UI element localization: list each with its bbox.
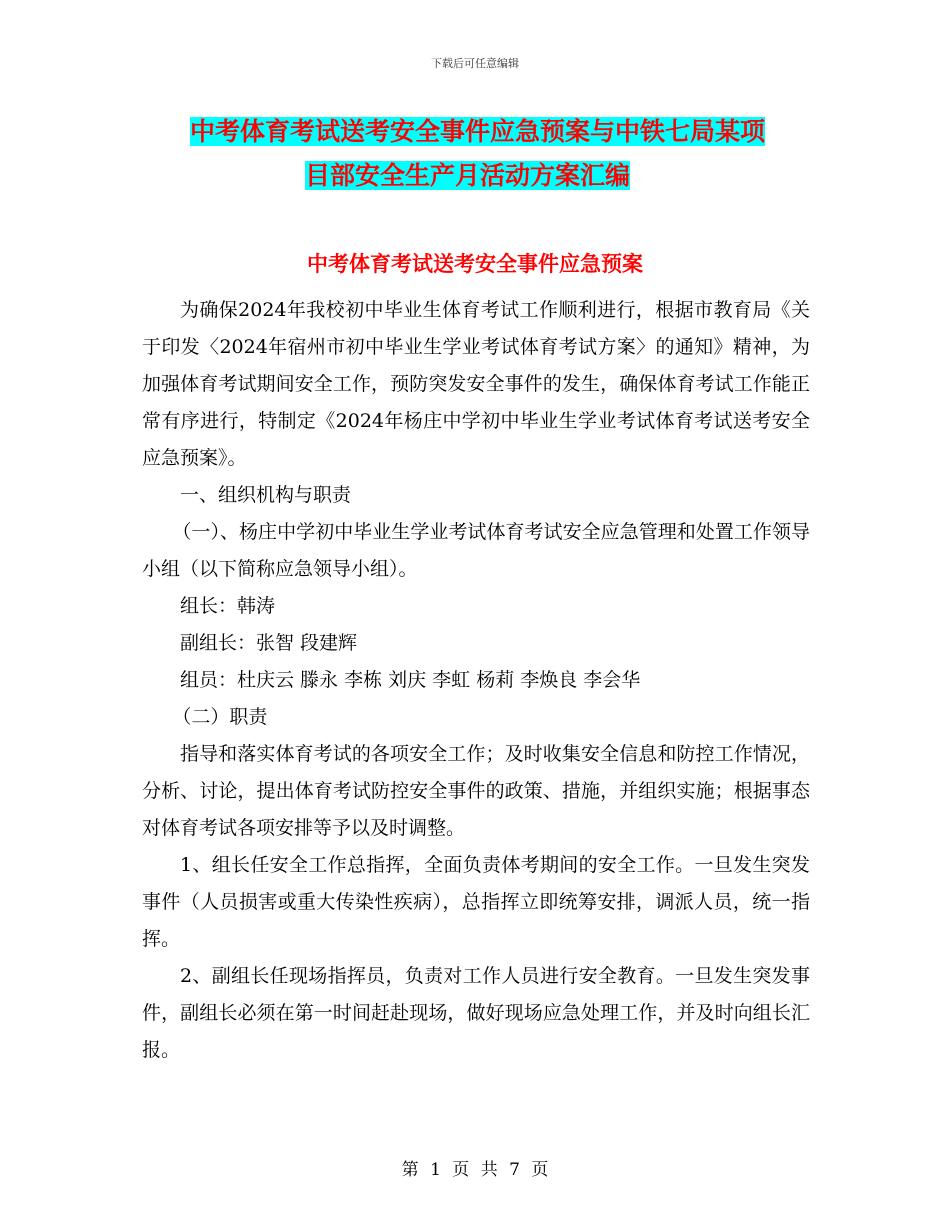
heading-org-structure: 一、组织机构与职责 [180, 484, 352, 506]
heading-duties: （二）职责 [172, 706, 268, 728]
paragraph: 指导和落实体育考试的各项安全工作；及时收集安全信息和防控工作情况，分析、讨论，提出体育考试防控安全事件的政策、措施，并组织实施；根据事态对体育考试各项安排等予以及时调整。 [142, 743, 810, 839]
deputy-leader-line: 副组长：张智 段建辉 [180, 632, 358, 654]
paragraph: 2、副组长任现场指挥员，负责对工作人员进行安全教育。一旦发生突发事件，副组长必须在第一时间赶赴现场，做好现场应急处理工作，并及时向组长汇报。 [142, 965, 810, 1061]
leader-line: 组长：韩涛 [180, 595, 276, 617]
members-line: 组员：杜庆云 滕永 李栋 刘庆 李虹 杨莉 李焕良 李会华 [180, 669, 641, 691]
header-note: 下载后可任意编辑 [431, 57, 519, 70]
paragraph: （一）、杨庄中学初中毕业生学业考试体育考试安全应急管理和处置工作领导小组（以下简称应急领导小组）。 [142, 521, 810, 580]
page-footer: 第 1 页 共 7 页 [401, 1160, 549, 1180]
body-text [142, 292, 810, 1069]
section-title: 中考体育考试送考安全事件应急预案 [307, 252, 643, 276]
main-title [190, 110, 810, 198]
paragraph: 为确保2024年我校初中毕业生体育考试工作顺利进行，根据市教育局《关于印发〈2024年宿州市初中毕业生学业考试体育考试方案〉的通知》精神，为加强体育考试期间安全工作，预防突发安全事件的发生，确保体育考试工作能正常有序进行，特制定《2024年杨庄中学初中毕业生学业考试体育考试送考安全应急预案》。 [142, 299, 810, 469]
paragraph: 1、组长任安全工作总指挥，全面负责体考期间的安全工作。一旦发生突发事件（人员损害或重大传染性疾病），总指挥立即统筹安排，调派人员，统一指挥。 [142, 854, 810, 950]
main-title-line-2: 目部安全生产月活动方案汇编 [305, 161, 631, 190]
main-title-line-1: 中考体育考试送考安全事件应急预案与中铁七局某项 [190, 117, 766, 146]
